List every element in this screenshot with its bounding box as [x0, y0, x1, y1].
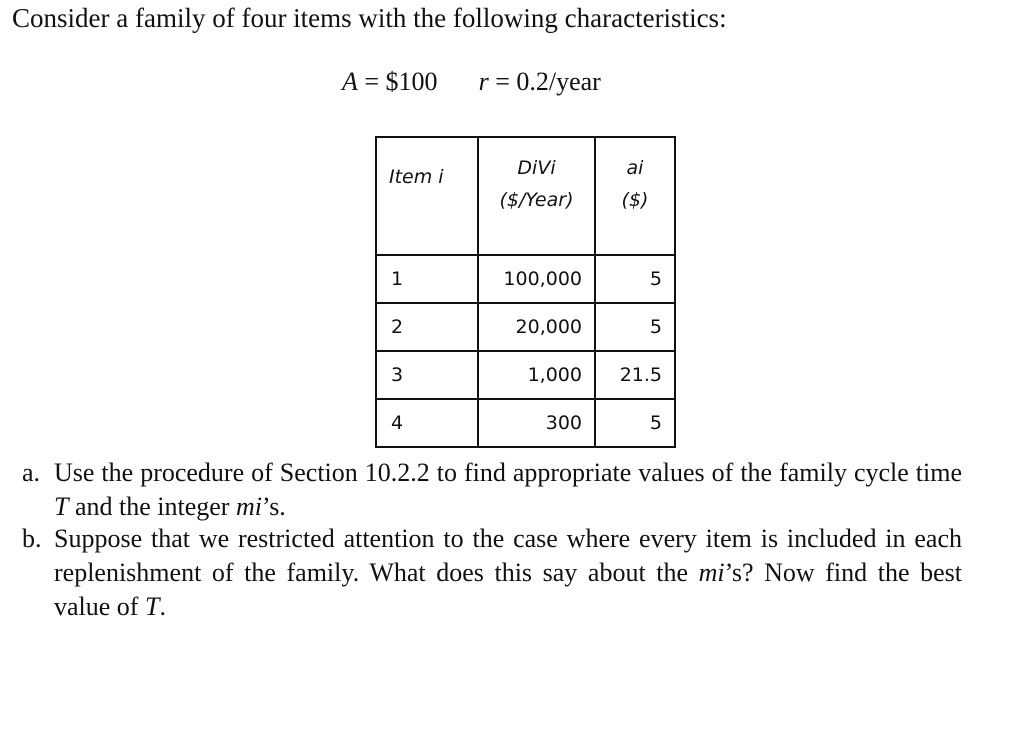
- cell-demand: 300: [478, 399, 595, 447]
- question-a-label: a.: [22, 458, 41, 487]
- cell-item: 3: [376, 351, 478, 399]
- table-row: [376, 399, 675, 447]
- param-a-label: A: [342, 67, 358, 96]
- header-item: Item i: [376, 137, 478, 255]
- header-cost-top: ai: [626, 157, 644, 179]
- cell-item: 2: [376, 303, 478, 351]
- cell-item: 4: [376, 399, 478, 447]
- header-cost-unit: ($): [621, 189, 649, 211]
- symbol-t: T: [144, 592, 160, 621]
- question-b-text: [54, 522, 962, 624]
- items-table: [375, 136, 676, 448]
- question-b-label: b.: [22, 524, 42, 553]
- intro-text: Consider a family of four items with the following characteristics:: [12, 3, 727, 33]
- param-r-label: r: [478, 67, 489, 96]
- param-r-value: = 0.2/year: [495, 67, 601, 96]
- symbol-mi: mi: [235, 492, 262, 521]
- table-row: [376, 255, 675, 303]
- header-demand: [478, 137, 595, 255]
- header-demand-unit: ($/Year): [499, 189, 574, 211]
- question-a: [22, 456, 962, 524]
- cell-demand: 1,000: [478, 351, 595, 399]
- table-row: [376, 303, 675, 351]
- table-row: [376, 351, 675, 399]
- symbol-mi: mi: [698, 558, 725, 587]
- question-b-part: ’s? Now find the best value of: [54, 558, 962, 621]
- question-a-text: [54, 456, 962, 524]
- cell-cost: 5: [595, 303, 675, 351]
- question-a-part: and the integer: [74, 492, 230, 521]
- param-a-value: = $100: [364, 67, 438, 96]
- cell-cost: 5: [595, 255, 675, 303]
- cell-cost: 5: [595, 399, 675, 447]
- cell-demand: 100,000: [478, 255, 595, 303]
- cell-item: 1: [376, 255, 478, 303]
- parameters-line: [342, 66, 601, 98]
- question-b-part: .: [159, 592, 166, 621]
- table-header-row: [376, 137, 675, 255]
- header-cost: [595, 137, 675, 255]
- question-a-part: Use the procedure of Section 10.2.2 to find appropriate values of the family cycle time: [54, 458, 962, 487]
- cell-cost: 21.5: [595, 351, 675, 399]
- header-demand-top: DiVi: [517, 157, 556, 179]
- symbol-t: T: [54, 492, 69, 521]
- question-a-part: ’s.: [261, 492, 286, 521]
- cell-demand: 20,000: [478, 303, 595, 351]
- question-b: [22, 522, 962, 624]
- question-b-part: Suppose that we restricted attention to the case where every item is included in each replenishment of the family. What does this say about the: [54, 524, 962, 587]
